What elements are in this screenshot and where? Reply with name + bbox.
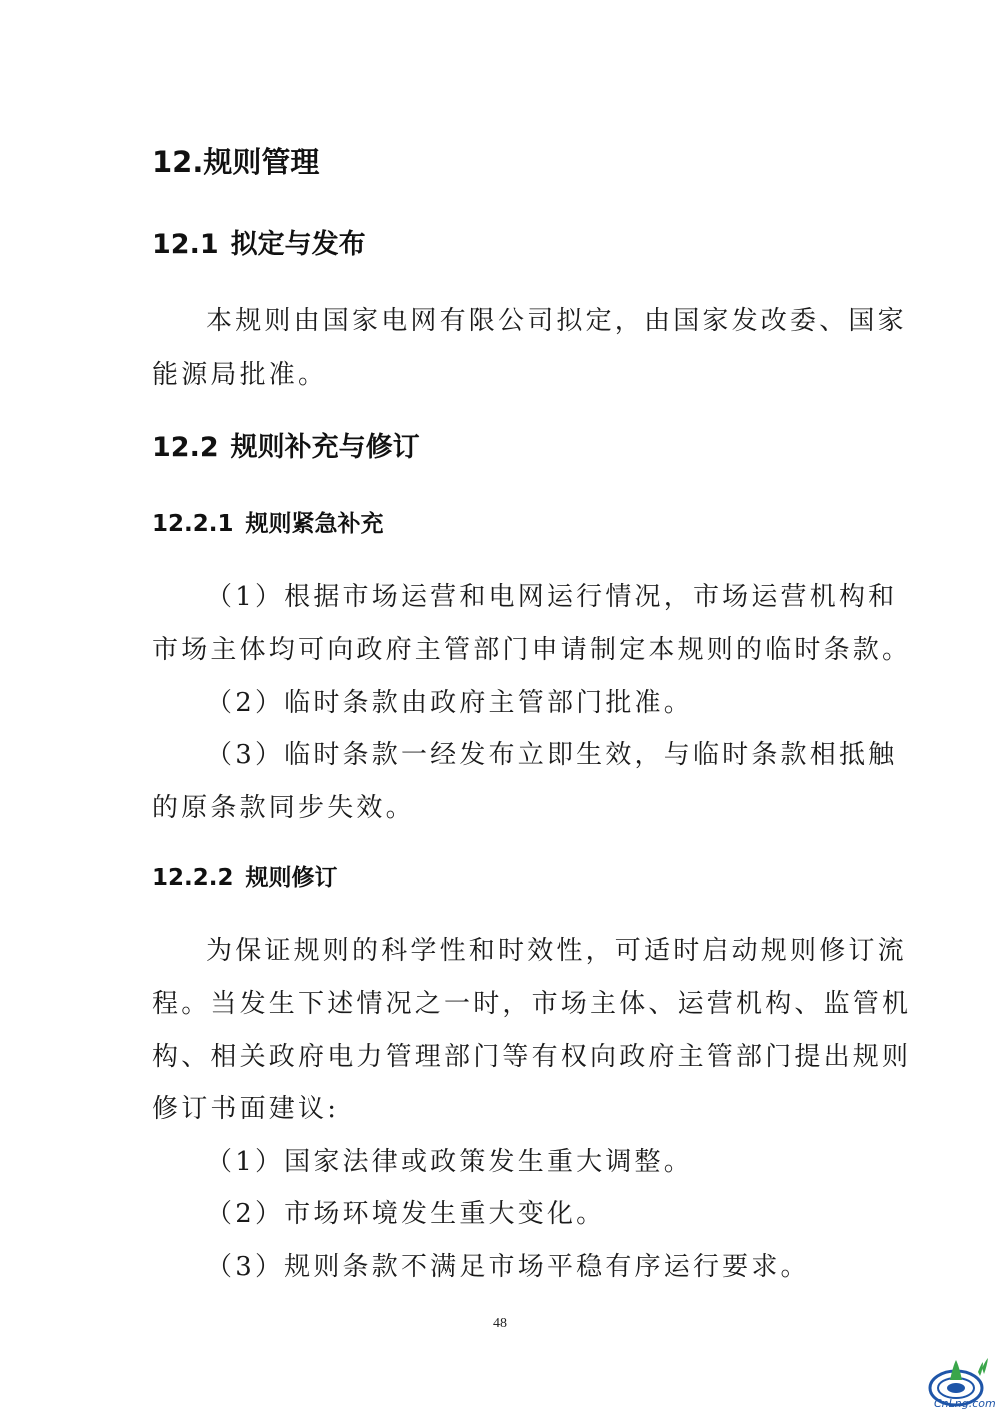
paragraph-line: 构、相关政府电力管理部门等有权向政府主管部门提出规则 [152, 1042, 912, 1072]
paragraph-line: 市场主体均可向政府主管部门申请制定本规则的临时条款。 [152, 635, 912, 665]
paragraph-line: 为保证规则的科学性和时效性，可适时启动规则修订流 [206, 936, 907, 966]
section-number: 12.2 [152, 432, 219, 463]
section-title: 规则紧急补充 [245, 511, 384, 537]
section-heading-12 [152, 140, 319, 181]
paragraph-line: 程。当发生下述情况之一时，市场主体、运营机构、监管机 [152, 989, 912, 1019]
paragraph-line: 能源局批准。 [152, 360, 328, 390]
paragraph-line: （1）根据市场运营和电网运行情况，市场运营机构和 [206, 582, 898, 612]
paragraph-line: （2）临时条款由政府主管部门批准。 [206, 688, 693, 718]
paragraph-line: （3）规则条款不满足市场平稳有序运行要求。 [206, 1252, 810, 1282]
section-title: 拟定与发布 [230, 229, 366, 260]
paragraph-line: 本规则由国家电网有限公司拟定，由国家发改委、国家 [206, 306, 907, 336]
section-heading-12-1 [152, 222, 366, 261]
section-title: 规则补充与修订 [230, 432, 420, 463]
page-number: 48 [493, 1316, 507, 1331]
section-number: 12.1 [152, 229, 219, 260]
section-title: 规则管理 [203, 145, 320, 179]
paragraph-line: （3）临时条款一经发布立即生效，与临时条款相抵触 [206, 740, 898, 770]
section-heading-12-2-2 [152, 859, 338, 892]
section-title: 规则修订 [245, 865, 338, 891]
paragraph-line: （2）市场环境发生重大变化。 [206, 1199, 606, 1229]
logo-text: CnLng.com [934, 1397, 996, 1410]
paragraph-line: 的原条款同步失效。 [152, 793, 415, 823]
section-heading-12-2 [152, 425, 420, 464]
paragraph-line: （1）国家法律或政策发生重大调整。 [206, 1147, 693, 1177]
section-number: 12.2.2 [152, 865, 234, 891]
section-number: 12.2.1 [152, 511, 234, 537]
section-heading-12-2-1 [152, 505, 384, 538]
paragraph-line: 修订书面建议: [152, 1094, 340, 1124]
section-number: 12. [152, 145, 204, 179]
